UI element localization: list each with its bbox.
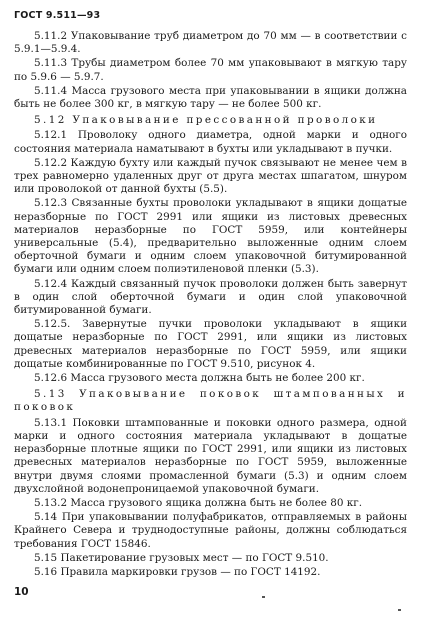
paragraph-5-12-6: 5.12.6 Масса грузового места должна быть не более 200 кг.	[34, 372, 365, 385]
paragraph-5-13-2: 5.13.2 Масса грузового ящика должна быть не более 80 кг.	[34, 496, 363, 509]
paragraph-5-11-4: 5.11.4 Масса грузового места при упаковывании в ящики должна быть не более 300 кг, в мягкую тару — не более 500 кг.	[14, 84, 407, 111]
paragraph-5-11-3: 5.11.3 Трубы диаметром более 70 мм упаковывают в мягкую тару по 5.9.6 — 5.9.7.	[14, 57, 407, 83]
paragraph-5-12-2: 5.12.2 Каждую бухту или каждый пучок связывают не менее чем в трех равномерно удаленных друг от друга местах шпагатом, шнуром или проволокой от данной бухты (5.5).	[14, 156, 407, 196]
paragraph-5-12-4: 5.12.4 Каждый связанный пучок проволоки должен быть завернут в один слой оберточной бумаги и один слой упаковочной битумированной бумаги.	[14, 277, 407, 317]
document-header: ГОСТ 9.511—93	[14, 10, 101, 21]
paragraph-5-13-1: 5.13.1 Поковки штампованные и поковки одного размера, одной марки и одного состояния материала укладывают в дощатые неразборные плотные ящики по ГОСТ 2991, или ящики из листовых древесных материалов неразборные по ГОСТ 5959, выложенные внутри двумя слоями промасленной бумаги (5.3) и одним слоем двухслойной водонепроницаемой упаковочной бумаги.	[14, 416, 407, 495]
paragraph-5-15: 5.15 Пакетирование грузовых мест — по ГОСТ 9.510.	[34, 551, 329, 564]
section-heading-5-13: 5.13 Упаковывание поковок штампованных и поковок	[14, 388, 407, 414]
paragraph-5-12-1: 5.12.1 Проволоку одного диаметра, одной марки и одного состояния материала наматывают в бухты или укладывают в пучки.	[14, 129, 407, 155]
print-speck	[262, 596, 265, 598]
paragraph-5-12-3: 5.12.3 Связанные бухты проволоки укладывают в ящики дощатые неразборные по ГОСТ 2991 или ящики из листовых древесных материалов неразборные по ГОСТ 5959, или контейнеры универсальные (5.4), предварительно выложенные одним слоем оберточной бумаги и одним слоем упаковочной битумированной бумаги или одним слоем полиэтиленовой пленки (5.3).	[14, 197, 407, 276]
page-number: 10	[14, 586, 29, 598]
paragraph-5-16: 5.16 Правила маркировки грузов — по ГОСТ 14192.	[34, 565, 321, 578]
paragraph-5-14: 5.14 При упаковывании полуфабрикатов, отправляемых в районы Крайнего Севера и труднодоступные районы, должны соблюдаться требования ГОСТ 15846.	[14, 511, 407, 550]
paragraph-5-11-2: 5.11.2 Упаковывание труб диаметром до 70 мм — в соответствии с 5.9.1—5.9.4.	[14, 30, 407, 56]
section-heading-5-12: 5.12 Упаковывание прессованной проволоки	[34, 114, 378, 127]
print-speck	[398, 609, 401, 611]
document-body	[14, 30, 407, 580]
paragraph-5-12-5: 5.12.5. Завернутые пучки проволоки укладывают в ящики дощатые неразборные по ГОСТ 2991, или ящики из листовых древесных материалов неразборные по ГОСТ 5959, или ящики дощатые комбинированные по ГОСТ 9.510, рисунок 4.	[14, 318, 407, 370]
